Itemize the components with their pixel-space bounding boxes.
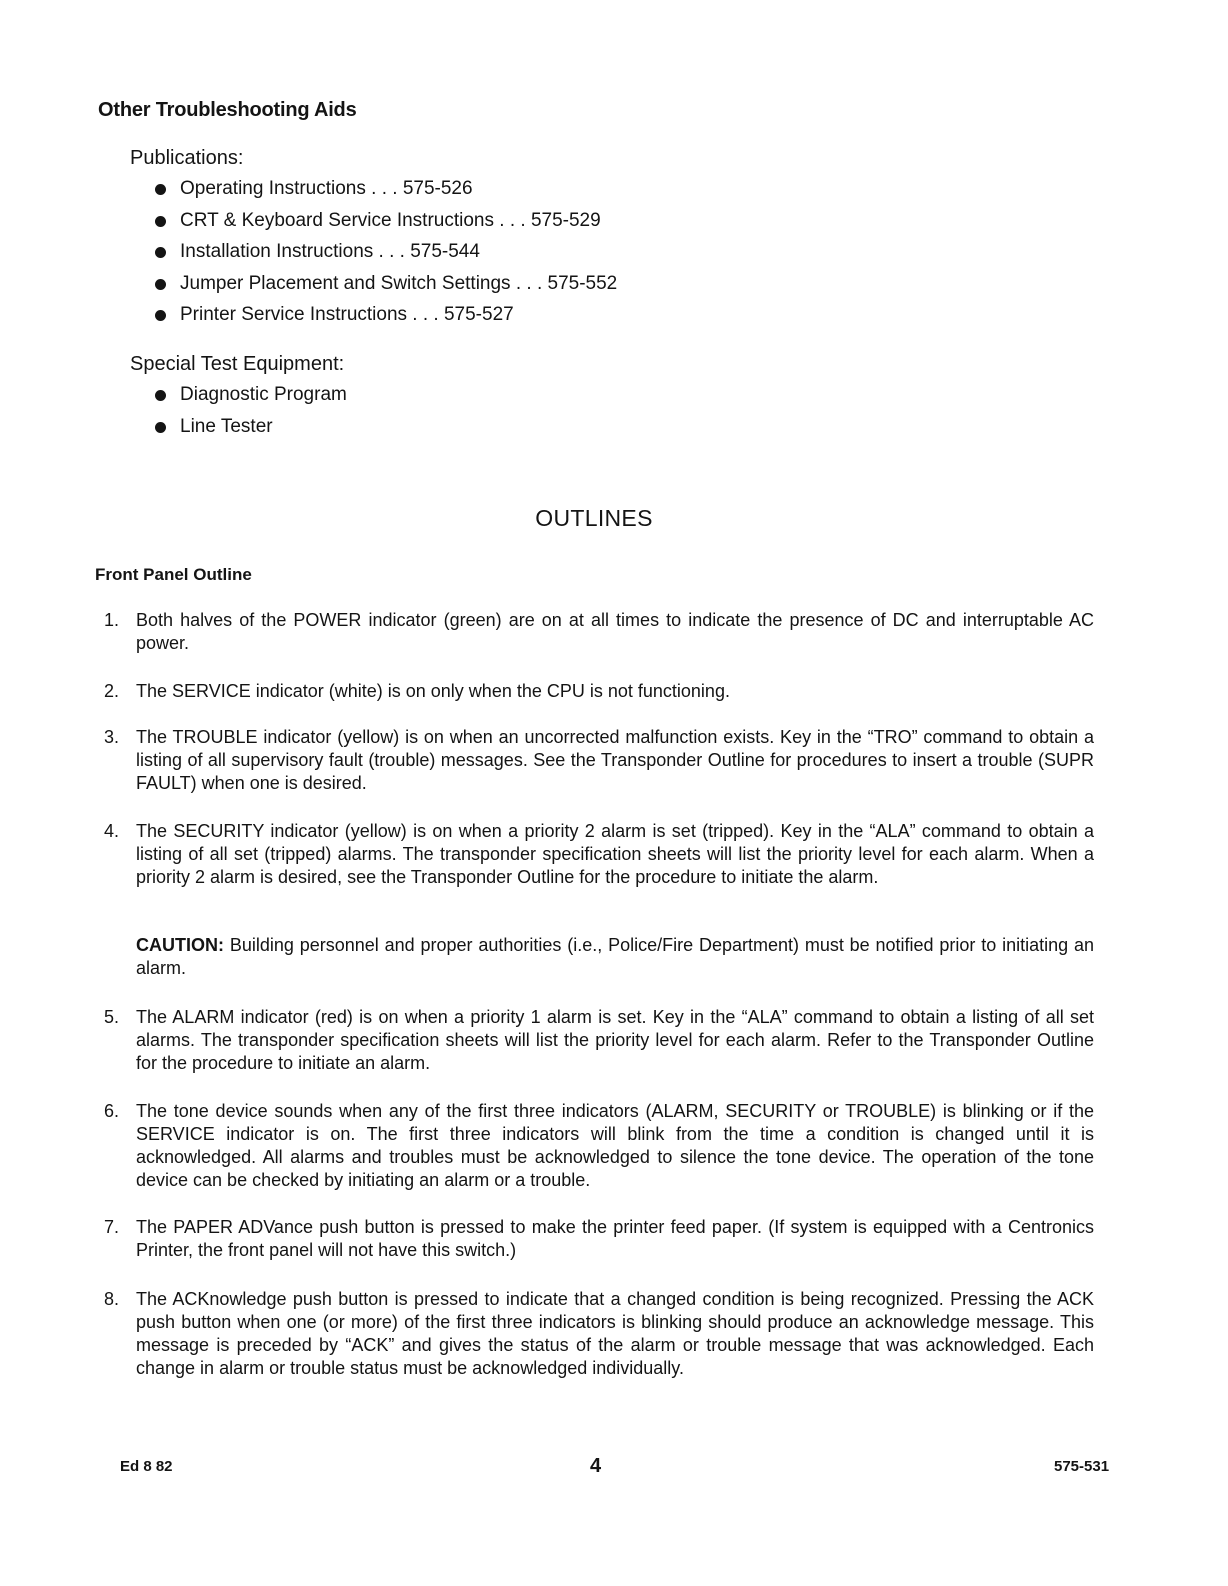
outline-item — [104, 609, 1094, 655]
sub-heading: Front Panel Outline — [95, 565, 252, 584]
equipment-label: Special Test Equipment: — [130, 353, 345, 375]
item-number: 3. — [104, 727, 120, 747]
outline-item — [104, 1216, 1094, 1262]
caution-text: Building personnel and proper authorities (i.e., Police/Fire Department) must be notified prior to initiating an alarm. — [136, 935, 1094, 978]
item-text: The PAPER ADVance push button is pressed to make the printer feed paper. (If system is equipped with a Centronics Printer, the front panel will not have this switch.) — [136, 1217, 1094, 1260]
outline-item — [104, 726, 1094, 795]
equipment-item: Line Tester — [155, 416, 347, 448]
bullet-icon — [155, 310, 166, 321]
main-title: OUTLINES — [535, 505, 653, 531]
item-text: Both halves of the POWER indicator (green) are on at all times to indicate the presence of DC and interruptable AC power. — [136, 610, 1094, 653]
equipment-list — [155, 384, 347, 447]
item-number: 4. — [104, 821, 120, 841]
publications-list — [155, 178, 617, 336]
outline-item — [104, 820, 1094, 889]
item-number: 5. — [104, 1007, 120, 1027]
publication-item: Jumper Placement and Switch Settings . . . 575-552 — [155, 273, 617, 305]
caution-note — [136, 934, 1094, 980]
outline-item — [104, 1100, 1094, 1192]
bullet-icon — [155, 390, 166, 401]
publication-item: Printer Service Instructions . . . 575-527 — [155, 304, 617, 336]
outline-item — [104, 1006, 1094, 1075]
item-number: 1. — [104, 610, 120, 630]
item-text: The SECURITY indicator (yellow) is on when a priority 2 alarm is set (tripped). Key in the “ALA” command to obtain a listing of all set (tripped) alarms. The transponder specification sheets will list the priority level for each alarm. When a priority 2 alarm is desired, see the Transponder Outline for the procedure to initiate the alarm. — [136, 821, 1094, 887]
bullet-icon — [155, 216, 166, 227]
publication-item: Installation Instructions . . . 575-544 — [155, 241, 617, 273]
item-text: The ALARM indicator (red) is on when a priority 1 alarm is set. Key in the “ALA” command to obtain a listing of all set alarms. The transponder specification sheets will list the priority level for each alarm. Refer to the Transponder Outline for the procedure to initiate an alarm. — [136, 1007, 1094, 1073]
publication-item: Operating Instructions . . . 575-526 — [155, 178, 617, 210]
bullet-icon — [155, 279, 166, 290]
item-text: The TROUBLE indicator (yellow) is on when an uncorrected malfunction exists. Key in the “TRO” command to obtain a listing of all supervisory fault (trouble) messages. See the Transponder Outline for procedures to insert a trouble (SUPR FAULT) when one is desired. — [136, 727, 1094, 793]
publications-label: Publications: — [130, 147, 244, 169]
item-text: The SERVICE indicator (white) is on only when the CPU is not functioning. — [136, 681, 730, 701]
item-number: 2. — [104, 681, 120, 701]
footer-edition: Ed 8 82 — [120, 1458, 173, 1475]
footer-page-number: 4 — [590, 1455, 602, 1477]
item-text: The ACKnowledge push button is pressed to indicate that a changed condition is being recognized. Pressing the ACK push button when one (or more) of the first three indicators is blinking should produce an acknowledge message. This message is preceded by “ACK” and gives the status of the alarm or trouble message that was acknowledged. Each change in alarm or trouble status must be acknowledged individually. — [136, 1289, 1094, 1378]
equipment-item: Diagnostic Program — [155, 384, 347, 416]
item-number: 7. — [104, 1217, 120, 1237]
bullet-icon — [155, 184, 166, 195]
item-text: The tone device sounds when any of the first three indicators (ALARM, SECURITY or TROUBLE) is blinking or if the SERVICE indicator is on. The first three indicators will blink from the time a condition is changed until it is acknowledged. All alarms and troubles must be acknowledged to silence the tone device. The operation of the tone device can be checked by initiating an alarm or a trouble. — [136, 1101, 1094, 1190]
outline-item — [104, 1288, 1094, 1380]
item-number: 6. — [104, 1101, 120, 1121]
footer-doc-number: 575-531 — [1054, 1458, 1110, 1475]
item-number: 8. — [104, 1289, 120, 1309]
outline-item — [104, 680, 1094, 703]
section-heading: Other Troubleshooting Aids — [98, 99, 357, 121]
bullet-icon — [155, 247, 166, 258]
caution-label: CAUTION: — [136, 935, 224, 955]
bullet-icon — [155, 422, 166, 433]
publication-item: CRT & Keyboard Service Instructions . . . 575-529 — [155, 210, 617, 242]
